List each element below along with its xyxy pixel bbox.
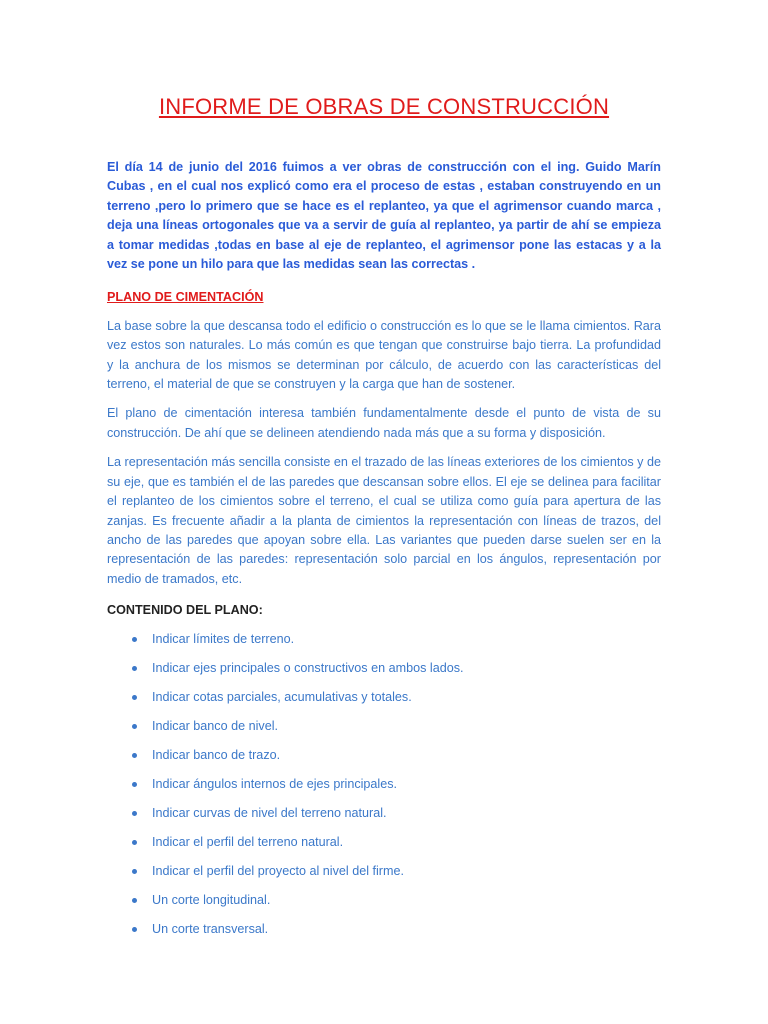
list-item bbox=[107, 915, 661, 944]
list-item-text: Indicar ángulos internos de ejes principales. bbox=[152, 776, 398, 791]
list-item-text: Un corte transversal. bbox=[152, 921, 269, 936]
bullet-dot-icon bbox=[132, 811, 137, 816]
paragraph-representacion: La representación más sencilla consiste en el trazado de las líneas exteriores de los cimientos y de su eje, que es también el de las paredes que descansan sobre ellos. El eje se delinea para facilitar el replanteo de los cimientos sobre el terreno, el cual se utiliza como guía para apertura de las zanjas. Es frecuente añadir a la planta de cimientos la representación con líneas de trazos, del ancho de las paredes que apoyan sobre ella. Las variantes que pueden darse suelen ser en la representación de las paredes: representación solo parcial en los ángulos, representación por medio de tramados, etc. bbox=[107, 455, 661, 586]
contenido-list bbox=[107, 625, 661, 944]
list-item-text: Indicar el perfil del terreno natural. bbox=[152, 834, 344, 849]
list-item bbox=[107, 857, 661, 886]
bullet-dot-icon bbox=[132, 666, 137, 671]
list-item bbox=[107, 770, 661, 799]
list-item bbox=[107, 683, 661, 712]
list-item bbox=[107, 799, 661, 828]
list-item-text: Indicar banco de nivel. bbox=[152, 718, 279, 733]
section-title-plano-cimentacion: PLANO DE CIMENTACIÓN bbox=[107, 290, 264, 305]
document-body bbox=[107, 158, 661, 944]
bullet-dot-icon bbox=[132, 869, 137, 874]
list-item bbox=[107, 741, 661, 770]
bullet-dot-icon bbox=[132, 840, 137, 845]
list-item-text: Indicar límites de terreno. bbox=[152, 631, 295, 646]
list-item bbox=[107, 712, 661, 741]
bullet-dot-icon bbox=[132, 695, 137, 700]
list-item-text: Un corte longitudinal. bbox=[152, 892, 271, 907]
paragraph-plano-cimentacion: El plano de cimentación interesa también fundamentalmente desde el punto de vista de su construcción. De ahí que se delineen atendiendo nada más que a su forma y disposición. bbox=[107, 406, 661, 440]
document-title: INFORME DE OBRAS DE CONSTRUCCIÓN bbox=[158, 94, 610, 119]
list-item bbox=[107, 654, 661, 683]
bullet-dot-icon bbox=[132, 753, 137, 758]
list-item-text: Indicar cotas parciales, acumulativas y totales. bbox=[152, 689, 412, 704]
bullet-dot-icon bbox=[132, 898, 137, 903]
intro-paragraph: El día 14 de junio del 2016 fuimos a ver obras de construcción con el ing. Guido Marín Cubas , en el cual nos explicó como era el proceso de estas , estaban construyendo en un terreno ,pero lo primero que se hace es el replanteo, ya que el agrimensor cuando marca , deja una líneas ortogonales que va a servir de guía al replanteo, ya partir de ahí se empieza a tomar medidas ,todas en base al eje de replanteo, el agrimensor pone las estacas y a la vez se pone un hilo para que las medidas sean las correctas . bbox=[107, 160, 661, 272]
bullet-dot-icon bbox=[132, 637, 137, 642]
list-item bbox=[107, 828, 661, 857]
list-item-text: Indicar ejes principales o constructivos en ambos lados. bbox=[152, 660, 464, 675]
list-item-text: Indicar el perfil del proyecto al nivel del firme. bbox=[152, 863, 404, 878]
list-item-text: Indicar banco de trazo. bbox=[152, 747, 281, 762]
contenido-plano-heading: CONTENIDO DEL PLANO: bbox=[107, 603, 263, 618]
bullet-dot-icon bbox=[132, 724, 137, 729]
list-item bbox=[107, 886, 661, 915]
bullet-dot-icon bbox=[132, 782, 137, 787]
list-item bbox=[107, 625, 661, 654]
bullet-dot-icon bbox=[132, 927, 137, 932]
list-item-text: Indicar curvas de nivel del terreno natural. bbox=[152, 805, 387, 820]
paragraph-cimientos: La base sobre la que descansa todo el edificio o construcción es lo que se le llama cimientos. Rara vez estos son naturales. Lo más común es que tengan que construirse bajo tierra. La profundidad y la anchura de los mismos se determinan por cálculo, de acuerdo con las características del terreno, el material de que se construyen y la carga que han de sostener. bbox=[107, 318, 661, 392]
